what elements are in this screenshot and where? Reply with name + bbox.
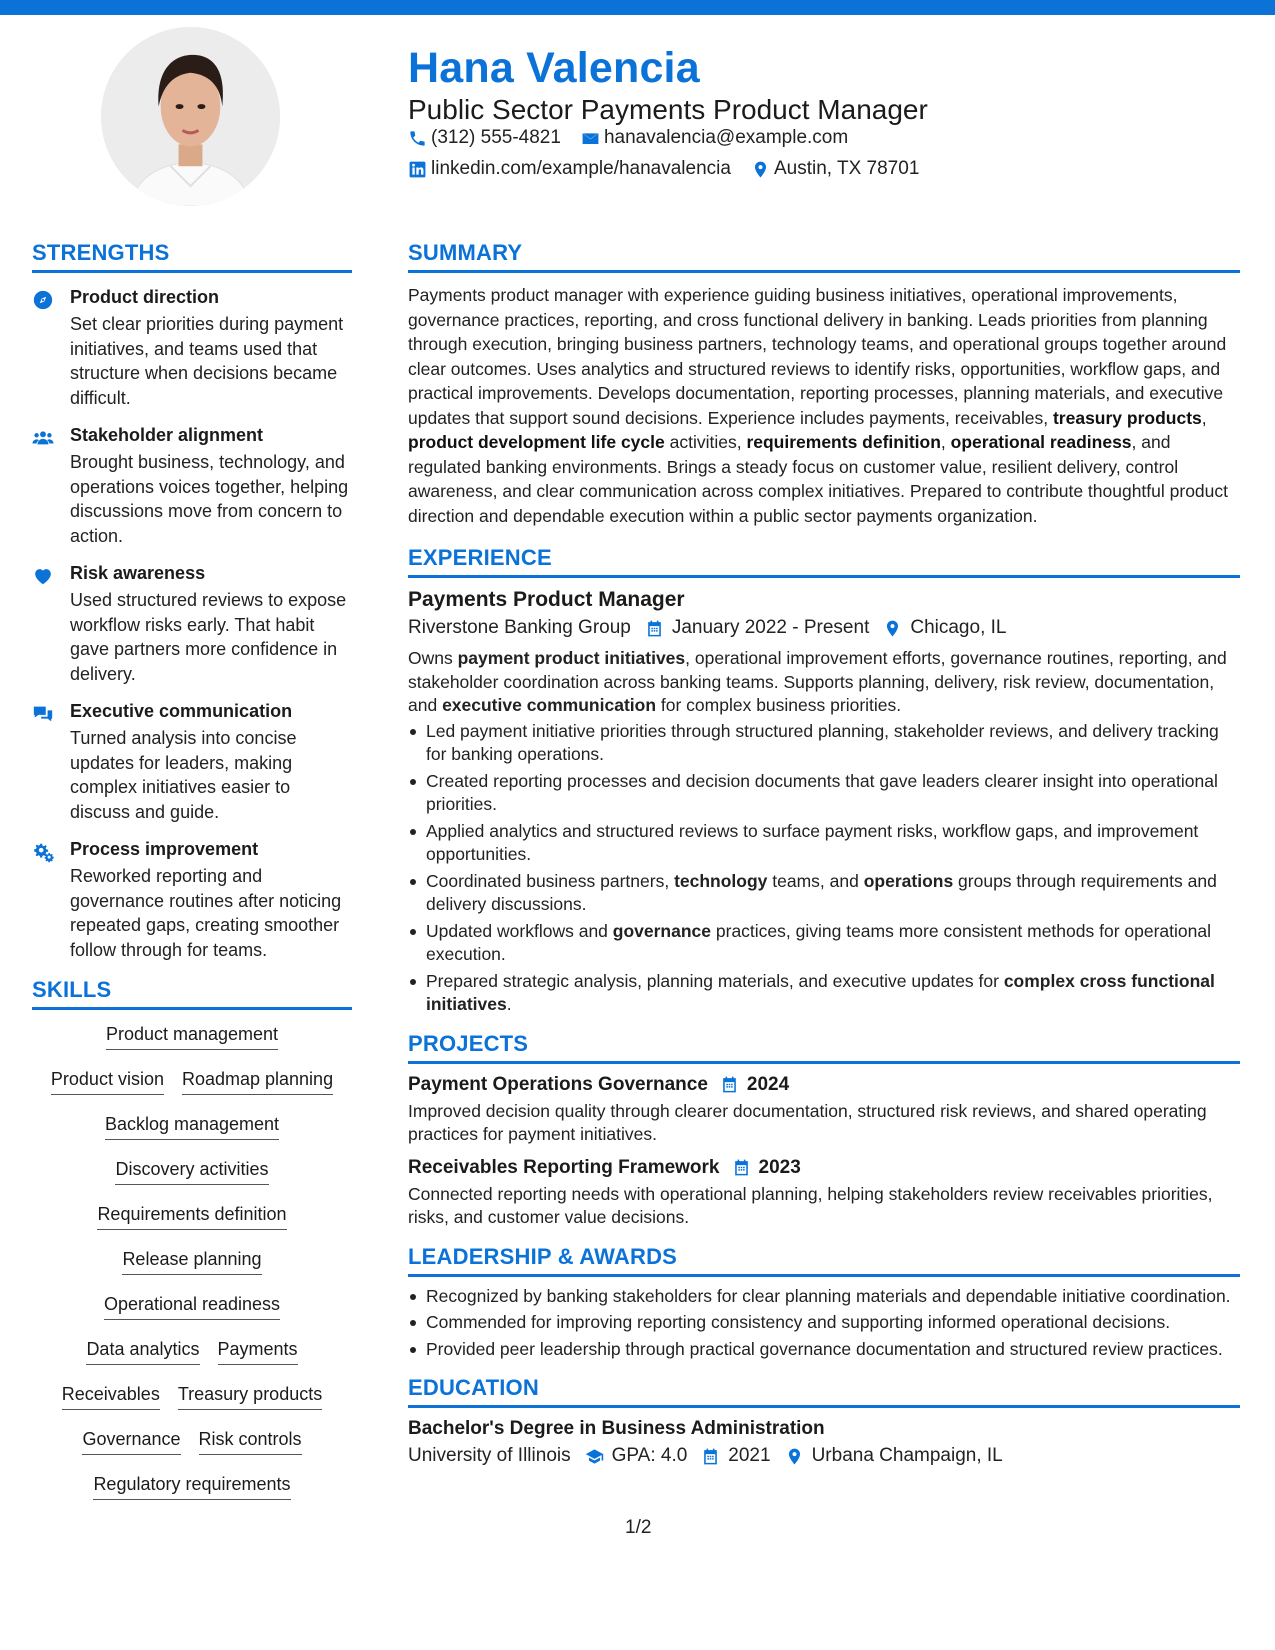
skill-tag: Risk controls — [199, 1429, 302, 1455]
education-location-text: Urbana Champaign, IL — [811, 1445, 1003, 1466]
job-bullet: Prepared strategic analysis, planning materials, and executive updates for complex cross functional initiatives. — [408, 970, 1240, 1017]
calendar-icon — [645, 619, 664, 638]
projects-section — [408, 1031, 1240, 1230]
education-meta — [408, 1445, 1240, 1467]
cogs-icon — [32, 839, 70, 962]
phone-text: (312) 555-4821 — [431, 127, 561, 148]
gpa-text: GPA: 4.0 — [611, 1445, 688, 1466]
skill-row — [32, 1339, 352, 1365]
skill-tag: Product vision — [51, 1069, 164, 1095]
skill-row — [32, 1069, 352, 1095]
leadership-heading: LEADERSHIP & AWARDS — [408, 1244, 1240, 1277]
skill-row — [32, 1429, 352, 1455]
strength-title: Product direction — [70, 287, 220, 307]
skill-row — [32, 1294, 352, 1320]
job-bullet: Led payment initiative priorities through structured planning, stakeholder reviews, and delivery tracking for banking operations. — [408, 720, 1240, 767]
skill-tag: Discovery activities — [115, 1159, 268, 1185]
skill-tag: Backlog management — [105, 1114, 279, 1140]
job-location — [883, 617, 1006, 639]
leadership-list — [408, 1285, 1240, 1362]
skill-row — [32, 1384, 352, 1410]
experience-heading: EXPERIENCE — [408, 545, 1240, 578]
left-column — [32, 240, 352, 1519]
education-section — [408, 1375, 1240, 1467]
map-pin-icon — [751, 160, 770, 179]
skill-tag: Product management — [106, 1024, 278, 1050]
job-bullet: Created reporting processes and decision documents that gave leaders clearer insight into operational priorities. — [408, 770, 1240, 817]
heart-icon — [32, 563, 70, 686]
contact-row-2 — [408, 158, 939, 180]
skill-tag: Governance — [82, 1429, 180, 1455]
job-bullet: Coordinated business partners, technology teams, and operations groups through requirements and delivery discussions. — [408, 870, 1240, 917]
strength-title: Process improvement — [70, 839, 259, 859]
strength-title: Executive communication — [70, 701, 293, 721]
strength-description: Set clear priorities during payment initiatives, and teams used that structure when decisions became difficult. — [70, 314, 344, 408]
profile-photo — [101, 27, 280, 206]
job-meta — [408, 617, 1240, 639]
education-heading: EDUCATION — [408, 1375, 1240, 1408]
email-contact[interactable] — [581, 127, 848, 149]
project-title: Receivables Reporting Framework — [408, 1156, 720, 1178]
project-description: Connected reporting needs with operational planning, helping stakeholders review receivables priorities, risks, and customer value decisions. — [408, 1183, 1213, 1227]
strength-item — [32, 839, 352, 962]
users-icon — [32, 425, 70, 548]
project-header — [408, 1074, 1240, 1096]
gpa — [585, 1445, 688, 1467]
strength-item — [32, 701, 352, 824]
project-item — [408, 1157, 1240, 1230]
skills-list — [32, 1024, 352, 1500]
linkedin-icon — [408, 160, 427, 179]
candidate-title: Public Sector Payments Product Manager — [408, 94, 928, 125]
experience-section — [408, 545, 1240, 1017]
project-title: Payment Operations Governance — [408, 1073, 708, 1095]
skill-tag: Release planning — [122, 1249, 261, 1275]
degree: Bachelor's Degree in Business Administration — [408, 1418, 825, 1439]
project-year: 2023 — [758, 1156, 801, 1178]
leadership-item: Commended for improving reporting consistency and supporting informed operational decisions. — [408, 1311, 1240, 1335]
skill-tag: Treasury products — [178, 1384, 322, 1410]
calendar-icon — [701, 1447, 720, 1466]
graduation-cap-icon — [585, 1447, 604, 1466]
job-role: Payments Product Manager — [408, 588, 685, 611]
summary-heading: SUMMARY — [408, 240, 1240, 273]
contact-row-1 — [408, 127, 868, 149]
strength-title: Risk awareness — [70, 563, 206, 583]
skill-row — [32, 1024, 352, 1050]
skills-heading: SKILLS — [32, 977, 352, 1010]
summary-text: Payments product manager with experience guiding business initiatives, operational improvements, governance practices, reporting, and cross functional delivery in banking. Leads priorities from planning through execution, bringing business partners, technology teams, and operational groups together around clear outcomes. Uses analytics and structured reviews to identify risks, opportunities, workflow gaps, and practical improvements. Develops documentation, reporting processes, planning materials, and executive updates that support sound decisions. Experience includes payments, receivables, treasury products, product development life cycle activities, requirements definition, operational readiness, and regulated banking environments. Brings a steady focus on customer value, resilient delivery, control awareness, and clear communication across complex initiatives. Prepared to contribute thoughtful product direction and dependable execution within a public sector payments organization. — [408, 285, 1229, 526]
projects-heading: PROJECTS — [408, 1031, 1240, 1064]
comments-icon — [32, 701, 70, 824]
skill-row — [32, 1204, 352, 1230]
job-company: Riverstone Banking Group — [408, 617, 631, 638]
strength-title: Stakeholder alignment — [70, 425, 264, 445]
page-number: 1/2 — [625, 1517, 652, 1538]
job-location-text: Chicago, IL — [910, 617, 1007, 638]
job-dates — [645, 617, 870, 639]
map-pin-icon — [785, 1447, 804, 1466]
skill-tag: Payments — [218, 1339, 298, 1365]
phone-icon — [408, 129, 427, 148]
project-description: Improved decision quality through clearer documentation, structured risk reviews, and shared operating practices for payment initiatives. — [408, 1100, 1207, 1144]
strengths-heading: STRENGTHS — [32, 240, 352, 273]
job-bullet: Updated workflows and governance practices, giving teams more consistent methods for operational execution. — [408, 920, 1240, 967]
job-intro: Owns payment product initiatives, operational improvement efforts, governance routines, reporting, and stakeholder coordination across banking teams. Supports planning, delivery, risk review, documentation, and executive communication for complex business priorities. — [408, 648, 1227, 715]
project-item — [408, 1074, 1240, 1147]
strength-item — [32, 425, 352, 548]
education-year — [701, 1445, 770, 1467]
job-bullets — [408, 720, 1240, 1017]
skill-row — [32, 1114, 352, 1140]
skill-tag: Requirements definition — [97, 1204, 286, 1230]
skill-tag: Receivables — [62, 1384, 160, 1410]
strength-item — [32, 563, 352, 686]
envelope-icon — [581, 129, 600, 148]
leadership-section — [408, 1244, 1240, 1362]
top-accent-bar — [0, 0, 1275, 15]
phone-contact[interactable] — [408, 127, 561, 149]
education-year-text: 2021 — [728, 1445, 771, 1466]
calendar-icon — [732, 1158, 751, 1177]
skill-tag: Operational readiness — [104, 1294, 280, 1320]
compass-icon — [32, 287, 70, 410]
project-header — [408, 1157, 1240, 1179]
candidate-name: Hana Valencia — [408, 44, 700, 92]
skill-tag: Regulatory requirements — [93, 1474, 290, 1500]
email-text: hanavalencia@example.com — [603, 127, 849, 148]
skill-tag: Data analytics — [86, 1339, 199, 1365]
education-location — [785, 1445, 1003, 1467]
school: University of Illinois — [408, 1445, 571, 1466]
map-pin-icon — [883, 619, 902, 638]
right-column — [408, 240, 1240, 1481]
location-contact — [751, 158, 919, 180]
strength-description: Reworked reporting and governance routines after noticing repeated gaps, creating smoother follow through for teams. — [70, 866, 342, 960]
location-text: Austin, TX 78701 — [773, 158, 920, 179]
calendar-icon — [720, 1075, 739, 1094]
strengths-list — [32, 287, 352, 962]
job-dates-text: January 2022 - Present — [671, 617, 870, 638]
skill-row — [32, 1249, 352, 1275]
linkedin-text: linkedin.com/example/hanavalencia — [431, 158, 731, 179]
leadership-item: Provided peer leadership through practical governance documentation and structured review practices. — [408, 1338, 1240, 1362]
skill-row — [32, 1474, 352, 1500]
project-year: 2024 — [746, 1073, 790, 1095]
strength-description: Turned analysis into concise updates for leaders, making complex initiatives easier to discuss and guide. — [70, 728, 297, 822]
job-bullet: Applied analytics and structured reviews to surface payment risks, workflow gaps, and improvement opportunities. — [408, 820, 1240, 867]
leadership-item: Recognized by banking stakeholders for clear planning materials and dependable initiative coordination. — [408, 1285, 1240, 1309]
skill-tag: Roadmap planning — [182, 1069, 333, 1095]
skill-row — [32, 1159, 352, 1185]
projects-list — [408, 1074, 1240, 1230]
strength-description: Brought business, technology, and operations voices together, helping discussions move from concern to action. — [70, 452, 349, 546]
strength-item — [32, 287, 352, 410]
linkedin-contact[interactable] — [408, 158, 731, 180]
strength-description: Used structured reviews to expose workflow risks early. That habit gave partners more confidence in delivery. — [70, 590, 347, 684]
